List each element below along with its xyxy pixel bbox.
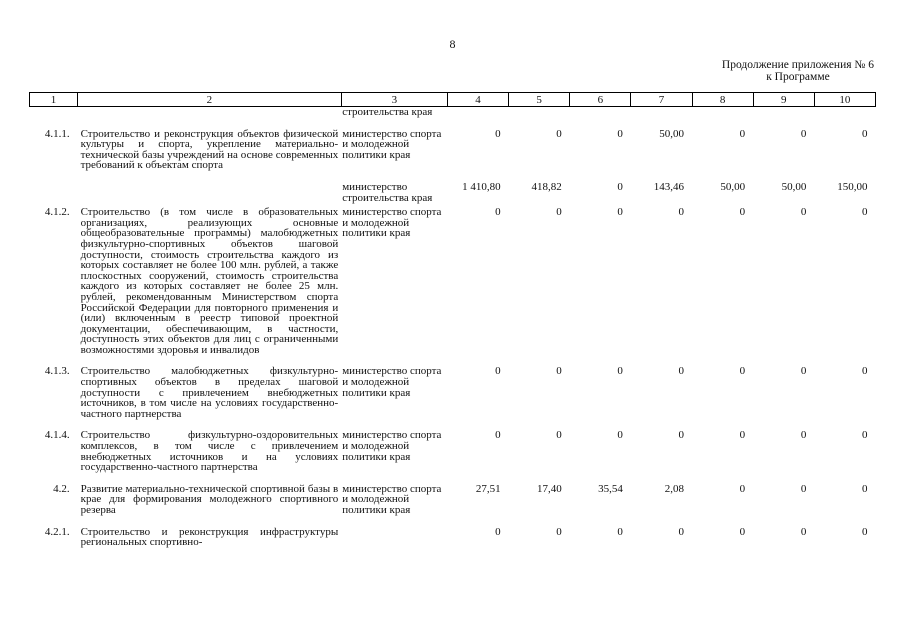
row-code: 4.2. (53, 482, 70, 495)
row-value: 2,08 (664, 482, 685, 495)
row-value: 0 (617, 365, 623, 378)
row-value (509, 107, 570, 129)
row-value: 0 (556, 525, 562, 538)
row-name: Строительство малобюджетных физкультурно-спортивных объектов в пределах шаговой доступности с привлечением внебюджетных источников, в том числе на условиях государственно-частного партнерства (80, 365, 339, 420)
row-value: 0 (617, 525, 623, 538)
row-value: 0 (495, 365, 501, 378)
header-cell: 1 (30, 93, 78, 107)
header-cell: 7 (631, 93, 692, 107)
row-value (447, 107, 508, 129)
row-value: 0 (800, 365, 807, 378)
row-value: 27,51 (475, 482, 501, 495)
header-cell: 8 (692, 93, 753, 107)
row-code: 4.2.1. (44, 525, 70, 538)
row-executor: министерство спорта и молодежной политики края (342, 482, 442, 516)
row-value: 0 (862, 429, 868, 442)
row-value: 0 (678, 206, 685, 219)
row-value: 0 (800, 206, 807, 219)
row-value: 0 (862, 127, 868, 140)
row-value: 50,00 (659, 127, 685, 140)
row-name: Строительство (в том числе в образовательных организациях, реализующих основные общеобразовательные программы) малобюджетных физкультурно-спортивных объектов шаговой доступности, стоимость строительства каждого из которых составляет не более 100 млн. рублей, а также плоскостных сооружений, стоимость строительства каждого из которых составляет не более 25 млн. рублей, рекомендованным Министерством спорта Российской Федерации для повторного применения и (или) включенным в реестр типовой проектной документации, обеспечивающим, в частности, доступность этих объектов для лиц с ограниченными возможностями здоровья и инвалидов (80, 206, 339, 356)
header-cell: 10 (814, 93, 875, 107)
row-value: 0 (739, 482, 746, 495)
row-value: 0 (556, 127, 562, 140)
table-row (30, 107, 876, 129)
row-value: 0 (739, 127, 746, 140)
row-value: 0 (862, 482, 868, 495)
table-row (30, 430, 876, 483)
header-cell: 2 (78, 93, 342, 107)
row-value (814, 107, 875, 129)
row-code (30, 182, 78, 207)
row-executor (341, 527, 447, 548)
row-name: Строительство и реконструкция объектов физической культуры и спорта, укрепление материально-технической базы учреждений на основе современных требований к объектам спорта (80, 127, 339, 172)
row-code: 4.1.1. (44, 127, 70, 140)
row-value (631, 107, 692, 129)
row-value: 143,46 (653, 180, 685, 193)
row-value: 0 (556, 365, 562, 378)
row-value: 0 (556, 206, 562, 219)
row-value: 150,00 (837, 180, 868, 193)
row-value: 0 (495, 525, 501, 538)
row-value: 35,54 (598, 482, 623, 495)
row-value: 0 (800, 482, 807, 495)
table-row (30, 527, 876, 548)
row-value: 1 410,80 (462, 180, 501, 193)
row-code: 4.1.4. (44, 429, 70, 442)
row-name (78, 107, 342, 129)
row-value: 0 (862, 206, 868, 219)
row-value: 0 (495, 127, 501, 140)
row-value: 0 (617, 206, 623, 219)
row-value: 0 (862, 365, 868, 378)
row-value: 0 (739, 206, 746, 219)
table-row (30, 182, 876, 207)
row-executor: министерство спорта и молодежной политики края (342, 429, 442, 463)
row-value: 0 (617, 180, 623, 193)
row-name: Строительство физкультурно-оздоровительных комплексов, в том числе с привлечением внебюджетных источников и на условиях государственно-частного партнерства (80, 429, 339, 474)
row-code: 4.1.3. (44, 365, 70, 378)
row-value (753, 107, 814, 129)
row-executor: министерство строительства края (342, 180, 433, 204)
row-value: 0 (800, 127, 807, 140)
row-value: 0 (678, 429, 685, 442)
row-value: 0 (617, 127, 623, 140)
continuation-note (722, 59, 874, 83)
row-value: 17,40 (537, 482, 562, 495)
table-row (30, 366, 876, 430)
row-value: 0 (739, 429, 746, 442)
row-value: 0 (739, 525, 746, 538)
header-row (30, 93, 876, 107)
header-cell: 6 (570, 93, 631, 107)
table-row (30, 207, 876, 366)
row-value: 0 (556, 429, 562, 442)
row-value (692, 107, 753, 129)
row-value: 50,00 (781, 180, 807, 193)
row-value: 0 (678, 525, 685, 538)
header-cell: 4 (447, 93, 508, 107)
row-value: 50,00 (720, 180, 746, 193)
row-value: 0 (678, 365, 685, 378)
row-name: Строительство и реконструкция инфраструктуры региональных спортивно- (80, 525, 339, 549)
row-value (570, 107, 631, 129)
page-number: 8 (449, 37, 456, 51)
row-name: Развитие материально-технической спортивной базы в крае для формирования молодежного спортивного резерва (80, 482, 339, 516)
continuation-line-1: Продолжение приложения № 6 (721, 59, 874, 71)
header-cell: 5 (509, 93, 570, 107)
continuation-line-2: к Программе (766, 71, 830, 83)
table-row (30, 484, 876, 527)
row-value: 0 (617, 429, 623, 442)
row-value: 0 (800, 429, 807, 442)
row-code: 4.1.2. (44, 206, 70, 219)
row-executor: министерство спорта и молодежной политики края (342, 206, 442, 240)
row-value: 0 (862, 525, 868, 538)
row-executor: министерство спорта и молодежной политики края (342, 127, 442, 161)
row-value: 0 (495, 429, 501, 442)
row-name (78, 182, 342, 207)
row-value: 0 (800, 525, 807, 538)
row-executor: строительства края (342, 106, 433, 118)
program-table (29, 92, 876, 548)
header-cell: 9 (753, 93, 814, 107)
table-row (30, 129, 876, 182)
row-value: 0 (739, 365, 746, 378)
row-value: 418,82 (531, 180, 562, 193)
row-code (30, 107, 78, 129)
row-executor: министерство спорта и молодежной политики края (342, 365, 442, 399)
row-value: 0 (495, 206, 501, 219)
header-cell: 3 (341, 93, 447, 107)
